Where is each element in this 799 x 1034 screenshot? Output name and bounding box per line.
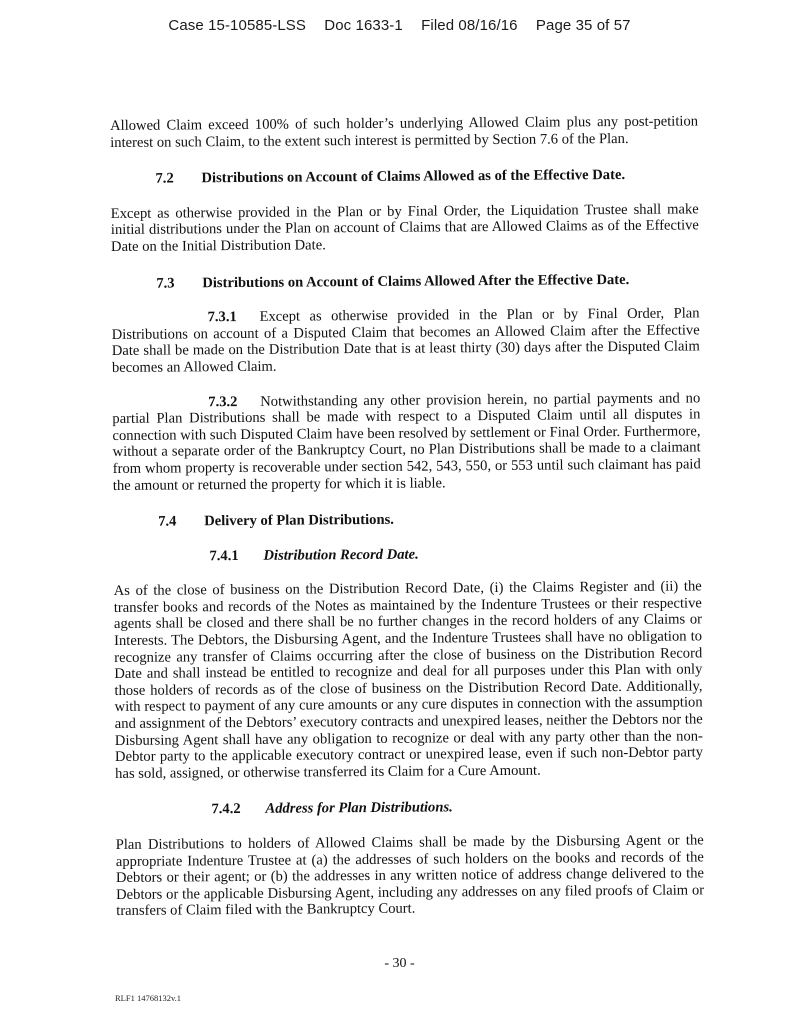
page-number: - 30 -	[384, 956, 415, 971]
section-7-3-heading	[156, 271, 699, 292]
subsection-number: 7.4.1	[209, 547, 239, 564]
filed-date: Filed 08/16/16	[421, 17, 518, 34]
case-number: Case 15-10585-LSS	[168, 17, 307, 34]
section-7-4-heading	[158, 509, 701, 530]
subsection-text: Notwithstanding any other provision herein, no partial payments and no partial Plan Distributions shall be made with respect to a Disputed Claim until all disputes in connection with such Disputed Claim have been resolved by settlement or Final Order. Furthermore, without a separate order of the Bankruptcy Court, no Plan Distributions shall be made to a claimant from whom property is recoverable under section 542, 543, 550, or 553 until such claimant has paid the amount or returned the property for which it is liable.	[112, 389, 701, 494]
document-id-footer: RLF1 14768132v.1	[115, 993, 182, 1003]
subsection-number: 7.3.2	[208, 393, 238, 410]
page-indicator: Page 35 of 57	[535, 17, 631, 34]
subsection-title: Distribution Record Date.	[263, 546, 419, 564]
section-7-2-heading	[155, 167, 698, 188]
section-7-3-1-paragraph	[112, 306, 701, 377]
intro-paragraph: Allowed Claim exceed 100% of such holder’s underlying Allowed Claim plus any post-petition interest on such Claim, to the extent such interest is permitted by Section 7.6 of the Plan.	[110, 113, 699, 151]
section-7-4-2-heading	[211, 798, 703, 818]
section-7-2-paragraph: Except as otherwise provided in the Plan or by Final Order, the Liquidation Trustee shall make initial distributions under the Plan on account of Claims that are Allowed Claims as of the Effective Date on the Initial Distribution Date.	[110, 201, 699, 255]
section-7-4-1-paragraph: As of the close of business on the Distribution Record Date, (i) the Claims Register and (ii) the transfer books and records of the Notes as maintained by the Indenture Trustees or their respective agents shall be closed and there shall be no further changes in the record holders of any Claims or Interests. The Debtors, the Disbursing Agent, and the Indenture Trustees shall have no obligation to recognize any transfer of Claims occurring after the close of business on the Distribution Record Date and shall instead be entitled to recognize and deal for all purposes under this Plan with only those holders of records as of the close of business on the Distribution Record Date. Additionally, with respect to payment of any cure amounts or any cure disputes in connection with the assumption and assignment of the Debtors’ executory contracts and unexpired leases, neither the Debtors nor the Disbursing Agent shall have any obligation to recognize or deal with any party other than the non-Debtor party to the applicable executory contract or unexpired lease, even if such non-Debtor party has sold, assigned, or otherwise transferred its Claim for a Cure Amount.	[113, 578, 704, 782]
section-number: 7.3	[156, 275, 175, 292]
subsection-title: Address for Plan Distributions.	[265, 799, 453, 818]
section-7-3-2-paragraph	[112, 390, 701, 494]
subsection-text: Except as otherwise provided in the Plan or by Final Order, Plan Distributions on account of a Disputed Claim that becomes an Allowed Claim after the Effective Date shall be made on the Distribution Date that is at least thirty (30) days after the Disputed Claim becomes an Allowed Claim.	[111, 305, 700, 376]
doc-number: Doc 1633-1	[324, 17, 403, 34]
document-body	[110, 113, 704, 920]
subsection-number: 7.3.1	[207, 309, 237, 326]
section-title: Distributions on Account of Claims Allowed as of the Effective Date.	[201, 167, 626, 187]
section-number: 7.4	[158, 513, 177, 530]
section-number: 7.2	[155, 170, 174, 187]
section-title: Delivery of Plan Distributions.	[204, 511, 394, 530]
section-7-4-1-heading	[209, 544, 701, 564]
case-header	[0, 17, 799, 34]
subsection-number: 7.4.2	[211, 801, 241, 818]
section-title: Distributions on Account of Claims Allowed After the Effective Date.	[202, 271, 630, 291]
section-7-4-2-paragraph: Plan Distributions to holders of Allowed Claims shall be made by the Disbursing Agent or the appropriate Indenture Trustee at (a) the addresses of such holders on the books and records of the Debtors or their agent; or (b) the addresses in any written notice of address change delivered to the Debtors or the applicable Disbursing Agent, including any addresses on any filed proofs of Claim or transfers of Claim filed with the Bankruptcy Court.	[115, 832, 705, 920]
